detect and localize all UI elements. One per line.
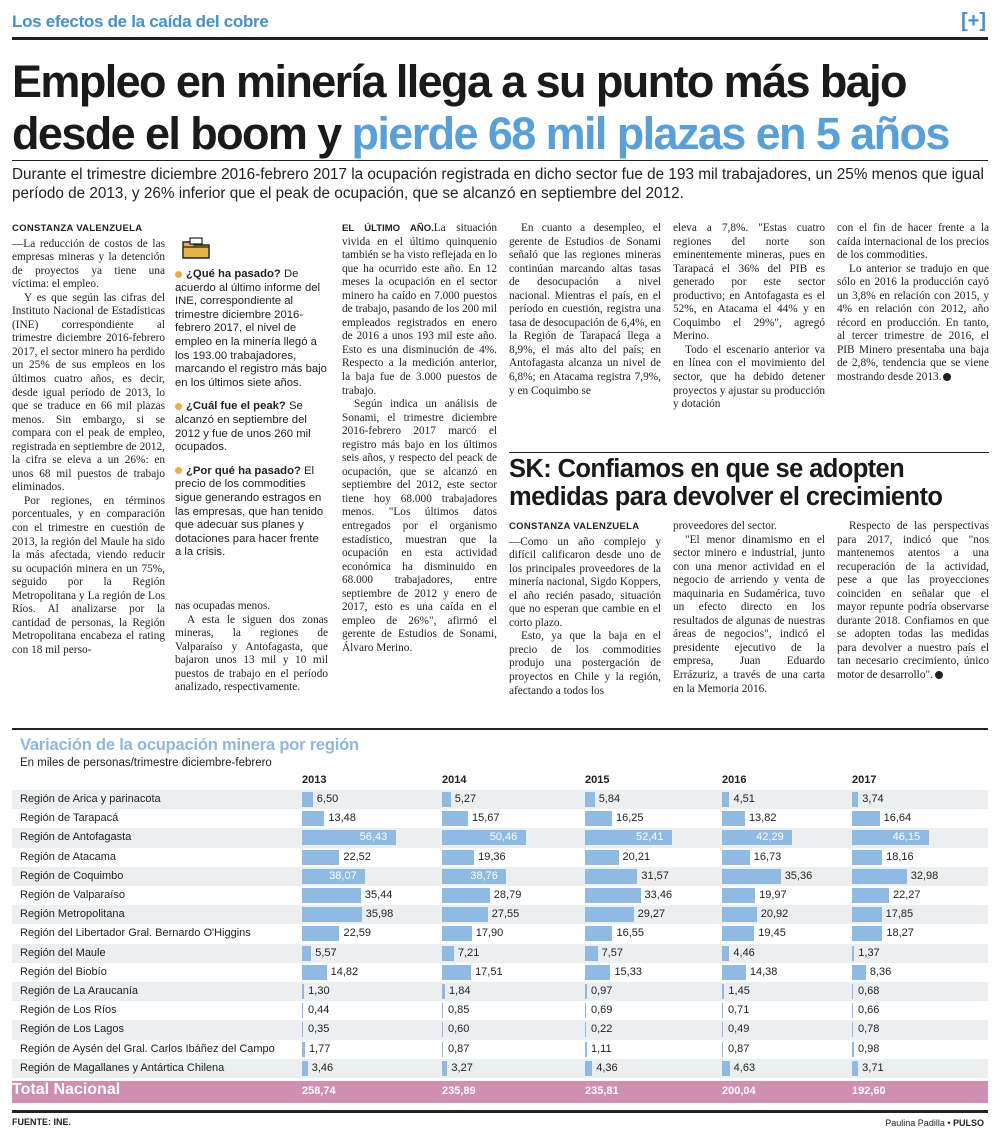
data-label: 46,15	[892, 831, 921, 844]
data-label: 17,85	[885, 908, 914, 921]
data-label: 22,27	[892, 889, 921, 901]
paragraph	[837, 263, 989, 385]
table-row	[12, 1020, 988, 1039]
data-label: 20,92	[760, 908, 789, 921]
data-label: 0,60	[448, 1023, 470, 1036]
total-value: 258,74	[302, 1085, 336, 1097]
data-bar	[585, 869, 637, 884]
data-bar	[722, 811, 745, 826]
data-label: 19,36	[478, 850, 506, 863]
data-label: 5,27	[454, 793, 477, 805]
article-col-4	[509, 222, 661, 398]
data-bar	[585, 965, 610, 980]
lead-in: EL ÚLTIMO AÑO.	[342, 223, 434, 234]
folder-icon	[181, 236, 211, 260]
end-mark-icon	[943, 373, 951, 381]
paragraph: —Como un año complejo y difícil calificaron desde uno de los principales proveedores de la minería nacional, Sigdo Koppers, el año recién pasado, situación que no esperan que cambie en el corto plazo.	[509, 535, 661, 629]
data-label: 35,36	[784, 869, 813, 882]
data-bar	[585, 811, 612, 826]
data-bar	[852, 1022, 853, 1037]
paragraph: Según indica un análisis de Sonami, el trimestre diciembre 2016-febrero 2017 marcó el registro más bajo en los últimos seis años, y respecto del peack de ocupación, que se alcanzó en septiembre del 2012, este sector tiene hoy 68.000 trabajadores menos. "Los últimos datos entregados por el organismo estadístico, muestran que la ocupación en esta actividad económica ha disminuido en 68.000 trabajadores, entre septiembre de 2012 y enero de 2017, esto es una caída en el empleo de 26%", afirmó el gerente de Estudios de Sonami, Álvaro Merino.	[342, 398, 497, 654]
credit-separator: •	[944, 1118, 953, 1128]
article-col-3	[342, 222, 497, 656]
data-bar	[442, 984, 445, 999]
paragraph: Todo el escenario anterior va en línea con el movimiento del sector, que ha debido detener proyectos y ajustar su producción y dotación	[673, 343, 825, 411]
data-bar	[302, 1061, 308, 1076]
region-label: Región del Biobío	[20, 965, 107, 978]
section-title: Los efectos de la caída del cobre	[12, 12, 269, 31]
data-bar	[302, 965, 327, 980]
data-label: 0,87	[728, 1042, 750, 1055]
data-label: 0,87	[448, 1042, 470, 1055]
paragraph: proveedores del sector.	[673, 520, 777, 532]
qa-item	[175, 465, 327, 560]
data-label: 0,97	[591, 985, 613, 997]
qa-item	[175, 268, 327, 390]
data-bar	[852, 1042, 854, 1057]
data-label: 13,82	[748, 812, 777, 825]
region-label: Región de Los Ríos	[20, 1004, 117, 1017]
qa-question: ¿Cuál fue el peak?	[186, 400, 286, 413]
data-bar	[852, 850, 882, 865]
data-label: 1,30	[308, 985, 330, 997]
data-label: 4,46	[733, 946, 755, 959]
year-header: 2014	[442, 774, 467, 786]
data-label: 0,35	[308, 1023, 330, 1036]
data-label: 14,38	[749, 965, 778, 978]
data-bar	[442, 850, 474, 865]
data-label: 17,51	[475, 965, 503, 978]
region-label: Región del Libertador Gral. Bernardo O'Higgins	[20, 927, 251, 940]
data-bar	[442, 811, 468, 826]
data-bar	[442, 926, 472, 941]
data-bar	[722, 1022, 723, 1037]
data-bar	[852, 984, 853, 999]
data-label: 35,44	[364, 889, 393, 901]
data-bar	[442, 946, 454, 961]
data-label: 0,98	[858, 1042, 880, 1055]
qa-question: ¿Qué ha pasado?	[186, 268, 281, 280]
end-mark-icon	[935, 671, 943, 679]
data-label: 5,57	[315, 946, 337, 959]
article-col-5	[673, 222, 825, 412]
data-label: 35,98	[365, 908, 394, 921]
data-bar	[585, 907, 634, 922]
total-value: 200,04	[722, 1085, 756, 1097]
data-bar	[302, 1022, 303, 1037]
total-value: 235,89	[442, 1085, 476, 1097]
paragraph: La situación vivida en el último quinquenio también se ha visto reflejada en lo que ha ocurrido este año. En 12 meses la ocupación en el sector minero ha caído en 7.000 puestos de trabajo, pasando de los 200 mil empleados registrados en enero de 2016 a unos 193 mil este año. Esto es una disminución de 4%. Respecto a la medición anterior, la baja fue de 3.000 puestos de trabajo.	[342, 222, 497, 397]
data-bar	[852, 869, 907, 884]
table-row	[12, 963, 988, 982]
data-bar	[722, 888, 755, 903]
credit-author: Paulina Padilla	[885, 1118, 945, 1128]
paragraph: Esto, ya que la baja en el precio de los commodities produjo una postergación de proyectos en Chile y la región, afectando a todos los	[509, 630, 661, 697]
data-label: 22,52	[343, 850, 371, 863]
data-bar	[585, 984, 587, 999]
data-bar	[302, 888, 361, 903]
data-label: 33,46	[644, 889, 673, 901]
chart-subtitle: En miles de personas/trimestre diciembre-febrero	[20, 757, 272, 769]
total-value: 235,81	[585, 1085, 619, 1097]
data-bar	[585, 926, 612, 941]
data-label: 3,46	[311, 1061, 334, 1074]
region-label: Región de Tarapacá	[20, 812, 119, 825]
data-bar	[585, 946, 598, 961]
data-label: 14,82	[330, 965, 359, 978]
data-label: 17,90	[475, 927, 504, 940]
data-bar	[302, 1042, 305, 1057]
data-label: 0,71	[728, 1004, 750, 1017]
data-label: 28,79	[493, 889, 522, 901]
data-label: 0,78	[858, 1023, 880, 1036]
qa-answer: Se alcanzó en septiembre del 2012 y fue de unos 260 mil ocupados.	[175, 400, 311, 454]
region-label: Región de La Araucanía	[20, 985, 139, 997]
data-label: 1,11	[591, 1042, 612, 1055]
data-bar	[722, 946, 729, 961]
paragraph: En cuanto a desempleo, el gerente de Estudios de Sonami señaló que las regiones mineras continúan marcando altas tasas de desocupación a nivel nacional. Mientras el país, en el período en cuestión, registra una tasa de desocupación de 6,4%, en la Región de Tarapacá llega a 8,9%, el más alto del país; en Antofagasta alcanza un nivel de 6,8%; en Atacama registra 7,9%, y en Coquimbo se	[509, 222, 661, 397]
sub-article-col-1	[509, 520, 661, 698]
data-label: 1,37	[858, 946, 880, 959]
data-label: 52,41	[636, 831, 664, 844]
data-bar	[302, 907, 362, 922]
data-label: 16,64	[883, 812, 912, 825]
region-label: Región de Atacama	[20, 850, 117, 863]
data-bar	[852, 792, 858, 807]
table-row	[12, 982, 988, 1001]
region-label: Región de Los Lagos	[20, 1023, 124, 1036]
qa-item	[175, 400, 327, 454]
data-label: 16,55	[616, 927, 644, 940]
article-col-6	[837, 222, 989, 385]
data-label: 0,85	[448, 1004, 470, 1017]
region-label: Región de Coquimbo	[20, 869, 124, 882]
table-row	[12, 809, 988, 828]
data-label: 16,25	[615, 812, 644, 825]
paragraph: Y es que según las cifras del Instituto Nacional de Estadísticas (INE) correspondiente al trimestre diciembre 2016-febrero 2017, el sector minero ha perdido un 25% de sus empleos en los últimos cuatro años, es decir, desde igual período de 2013, lo que se traduce en 66 mil plazas menos. Sin embargo, si se compara con el peak de empleo, registrada en septiembre de 2012, la cifra se eleva a un 26%: en unos 68 mil puestos de trabajo eliminados.	[12, 291, 165, 494]
data-label: 18,16	[886, 850, 914, 863]
article-col-2	[175, 600, 328, 695]
data-bar	[585, 888, 641, 903]
table-row	[12, 828, 988, 847]
data-bar	[722, 1042, 723, 1057]
region-label: Región de Antofagasta	[20, 831, 132, 844]
headline-part1: Empleo en minería llega a su punto más bajo desde el boom y	[12, 56, 906, 159]
headline	[12, 56, 992, 160]
paragraph: "El menor dinamismo en el sector minero e industrial, junto con una menor actividad en el negocio de arriendo y venta de maquinaria en Sudamérica, tuvo un efecto directo en los resultados de algunas de nuestras áreas de negocios", indicó el presidente ejecutivo de la empresa, Juan Eduardo Errázuriz, a través de una carta en la Memoria 2016.	[673, 533, 825, 695]
data-label: 7,57	[601, 946, 623, 959]
data-bar	[722, 1003, 723, 1018]
year-header: 2015	[585, 774, 610, 786]
data-bar	[852, 811, 880, 826]
data-label: 18,27	[886, 927, 914, 940]
data-label: 27,55	[491, 908, 520, 921]
data-label: 16,73	[753, 850, 782, 863]
total-value: 192,60	[852, 1085, 886, 1097]
data-label: 1,84	[449, 985, 471, 997]
region-label: Región Metropolitana	[20, 908, 125, 921]
data-bar	[442, 888, 490, 903]
qa-answer: El precio de los commodities sigue generando estragos en las empresas, que han tenido que adecuar sus planes y dotaciones para hacer frente a la crisis.	[175, 464, 324, 559]
data-bar	[852, 946, 854, 961]
data-bar	[302, 946, 311, 961]
data-label: 31,57	[641, 869, 669, 882]
chart-title: Variación de la ocupación minera por región	[20, 736, 359, 754]
data-label: 22,59	[343, 927, 372, 940]
data-label: 56,43	[359, 831, 388, 844]
more-link[interactable]: [+]	[961, 10, 986, 32]
data-bar	[302, 811, 324, 826]
data-bar	[722, 984, 724, 999]
data-bar	[302, 1003, 303, 1018]
table-row	[12, 886, 988, 905]
data-label: 3,71	[862, 1061, 884, 1074]
data-label: 6,50	[316, 793, 339, 805]
year-header: 2016	[722, 774, 747, 786]
paragraph: A esta le siguen dos zonas mineras, la regiones de Valparaíso y Antofagasta, que bajaron unos 13 mil y 10 mil puestos de trabajo en el período analizado, respectivamente.	[175, 613, 328, 694]
data-bar	[585, 1061, 592, 1076]
data-bar	[852, 888, 889, 903]
data-bar	[302, 984, 304, 999]
data-bar	[442, 1042, 443, 1057]
data-bar	[442, 1003, 443, 1018]
table-row	[12, 924, 988, 943]
data-label: 38,76	[470, 869, 498, 882]
qa-question: ¿Por qué ha pasado?	[186, 464, 301, 477]
sub-headline: SK: Confiamos en que se adopten medidas para devolver el crecimiento	[509, 452, 989, 511]
paragraph: eleva a 7,8%. "Estas cuatro regiones del norte son eminentemente mineras, pues en Tarapacá el 36% del PIB es generado por este sector productivo; en Antofagasta es el 52%, en Atacama el 44% y en Coquimbo el 29%", agregó Merino.	[673, 222, 825, 343]
data-label: 5,84	[598, 793, 621, 805]
sub-article-col-3	[837, 520, 989, 683]
data-label: 0,68	[858, 985, 880, 997]
data-bar	[442, 1061, 447, 1076]
data-bar	[585, 792, 595, 807]
data-label: 50,46	[489, 831, 518, 844]
data-bar	[302, 850, 339, 865]
data-bar	[302, 792, 313, 807]
region-label: Región del Maule	[20, 946, 106, 959]
data-bar	[852, 926, 882, 941]
table-row	[12, 1001, 988, 1020]
data-label: 4,51	[733, 793, 755, 805]
headline-part2: pierde 68 mil plazas en 5 años	[351, 108, 949, 159]
total-row	[12, 1081, 988, 1103]
data-label: 19,45	[758, 927, 786, 940]
data-bar	[722, 869, 781, 884]
data-bar	[722, 907, 757, 922]
data-bar	[852, 1061, 858, 1076]
data-bar	[722, 792, 729, 807]
bullet-icon	[175, 271, 182, 278]
data-label: 29,27	[637, 908, 666, 921]
qa-sidebar	[175, 236, 327, 570]
data-bar	[442, 792, 451, 807]
paragraph: —La reducción de costos de las empresas mineras y la detención de proyectos ya tiene una víctima: el empleo.	[12, 237, 165, 291]
table-row	[12, 944, 988, 963]
region-label: Región de Arica y parinacota	[20, 793, 161, 805]
table-row	[12, 790, 988, 809]
data-label: 0,66	[858, 1004, 880, 1017]
data-label: 15,33	[614, 965, 642, 978]
data-bar	[722, 850, 750, 865]
paragraph-text: Respecto de las perspectivas para 2017, indicó que "nos mantenemos atentos a una recuperación de la actividad, pese a que las proyecciones coinciden en señalar que el mayor repunte podría observarse durante 2018. Confiamos en que se adopten todas las medidas para devolver a nuestro país el tan necesario crecimiento, único motor de desarrollo".	[837, 520, 989, 682]
data-label: 3,74	[862, 793, 884, 805]
data-label: 42,29	[756, 831, 784, 844]
data-label: 32,98	[910, 869, 939, 882]
data-label: 0,69	[591, 1004, 613, 1017]
data-bar	[442, 965, 471, 980]
paragraph: Por regiones, en términos porcentuales, y en comparación con el trimestre en cuestión de 2013, la región del Maule ha sido la más afectada, viendo reducir su ocupación minera en un 75%, seguido por la Región Metropolitana y La región de Los Ríos. Al analizarse por la cantidad de personas, la Región Metropolitana encabeza el rating con 18 mil perso-	[12, 494, 165, 656]
data-bar	[585, 1042, 587, 1057]
byline: CONSTANZA VALENZUELA	[509, 521, 640, 532]
data-label: 4,63	[733, 1061, 756, 1074]
footer	[12, 1110, 988, 1127]
data-label: 4,36	[596, 1061, 618, 1074]
data-label: 0,49	[728, 1023, 750, 1036]
data-bar	[442, 1022, 443, 1037]
data-bar	[852, 907, 882, 922]
paragraph-text: Lo anterior se tradujo en que sólo en 2016 la producción cayó un 3,8% en relación con 2015, y 4% en relación con 2012, año récord en producción. En tanto, al tercer trimestre de 2016, el PIB Minero presentaba una baja de 2,8%, tendencia que se viene mostrando desde 2013.	[837, 262, 989, 384]
section-header	[12, 8, 988, 40]
qa-answer: De acuerdo al último informe del INE, correspondiente al trimestre diciembre 2016-febrero 2017, el nivel de empleo en la minería llegó a los 193.00 trabajadores, marcando el registro más bajo en los últimos siete años.	[175, 268, 327, 389]
data-label: 20,21	[622, 850, 651, 863]
data-label: 0,22	[591, 1023, 613, 1036]
data-bar	[585, 850, 619, 865]
data-label: 8,36	[869, 965, 892, 978]
credit	[885, 1118, 984, 1128]
data-bar	[442, 907, 488, 922]
data-label: 0,44	[308, 1004, 330, 1017]
table-row	[12, 905, 988, 924]
source-note: FUENTE: INE.	[12, 1117, 72, 1127]
data-label: 7,21	[457, 946, 480, 959]
credit-publication: PULSO	[952, 1118, 984, 1128]
deck: Durante el trimestre diciembre 2016-febrero 2017 la ocupación registrada en dicho sector fue de 193 mil trabajadores, un 25% menos que igual período de 2013, y 26% inferior que el peak de ocupación, que se alcanzó en septiembre del 2012.	[12, 160, 988, 203]
bullet-icon	[175, 467, 182, 474]
table-row	[12, 848, 988, 867]
region-label: Región de Aysén del Gral. Carlos Ibáñez del Campo	[20, 1042, 275, 1055]
paragraph: nas ocupadas menos.	[175, 600, 271, 612]
region-label: Región de Magallanes y Antártica Chilena	[20, 1061, 225, 1074]
data-label: 15,67	[472, 812, 500, 825]
region-label: Región de Valparaíso	[20, 889, 125, 901]
data-bar	[722, 926, 754, 941]
data-bar	[852, 1003, 853, 1018]
data-label: 1,77	[308, 1042, 331, 1055]
data-bar	[722, 965, 746, 980]
article-col-1	[12, 222, 165, 658]
data-label: 3,27	[451, 1061, 473, 1074]
table-row	[12, 1040, 988, 1059]
table-row	[12, 1059, 988, 1078]
paragraph: con el fin de hacer frente a la caída internacional de los precios de los commodities.	[837, 222, 989, 262]
year-header: 2013	[302, 774, 327, 786]
data-bar	[585, 1003, 586, 1018]
data-bar	[852, 965, 866, 980]
bullet-icon	[175, 403, 182, 410]
year-header: 2017	[852, 774, 877, 786]
total-label: Total Nacional	[12, 1081, 121, 1098]
data-label: 1,45	[728, 985, 750, 997]
data-label: 38,07	[329, 869, 357, 882]
table-row	[12, 867, 988, 886]
sub-article-col-2	[673, 520, 825, 696]
data-bar	[722, 1061, 730, 1076]
divider	[12, 728, 988, 730]
byline: CONSTANZA VALENZUELA	[12, 223, 143, 234]
data-label: 19,97	[759, 889, 787, 901]
data-label: 13,48	[328, 812, 356, 825]
data-bar	[302, 926, 339, 941]
